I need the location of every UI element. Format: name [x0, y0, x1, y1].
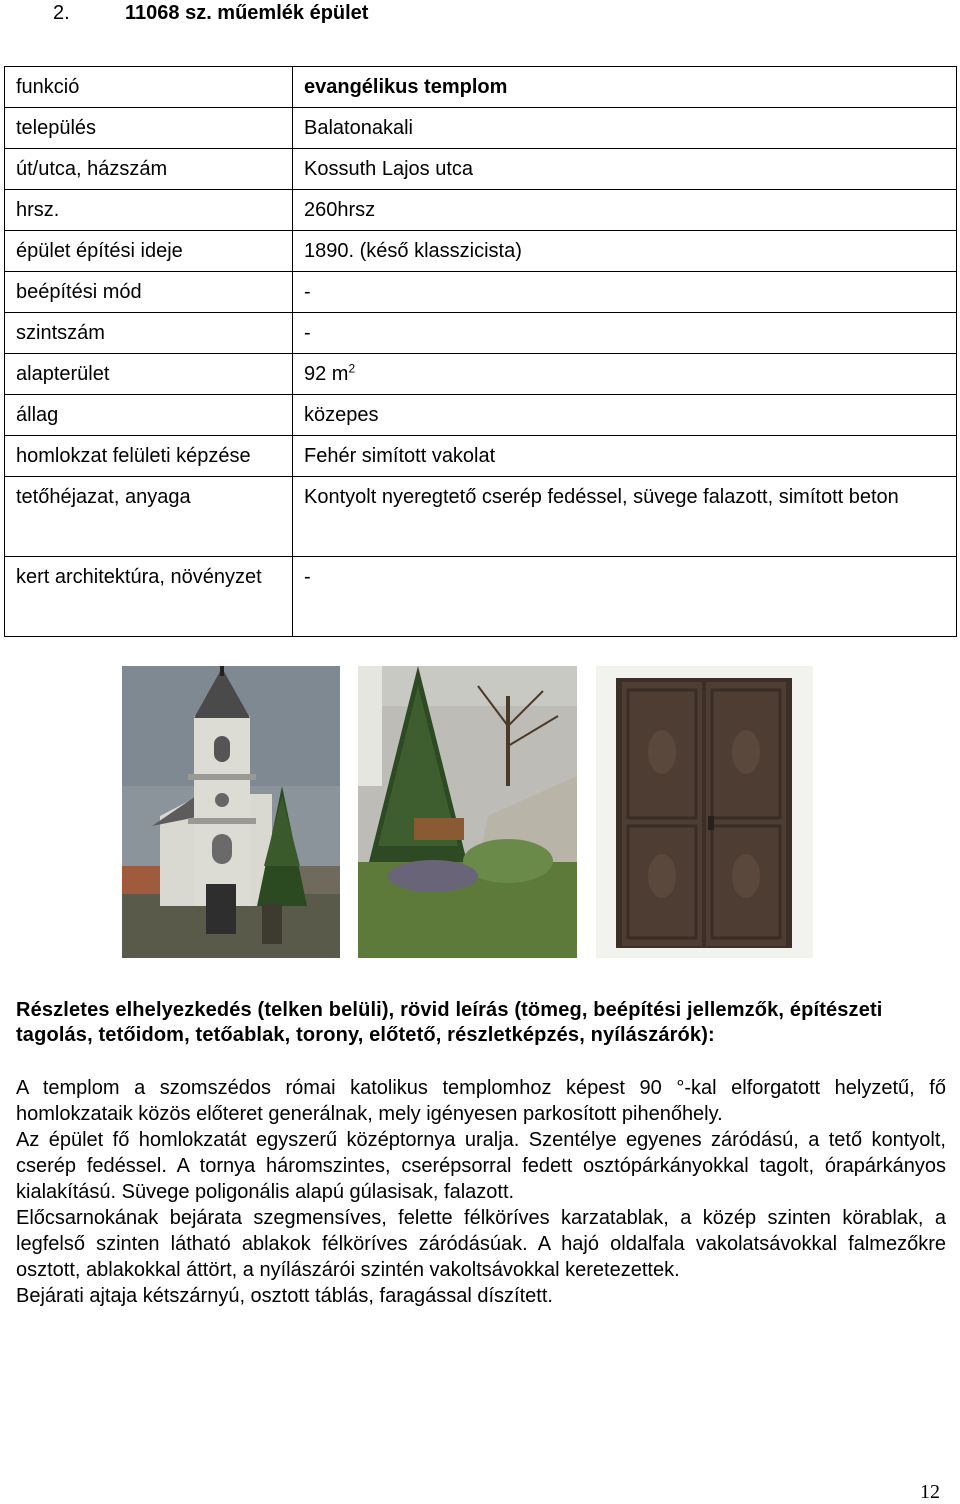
section-heading	[0, 0, 960, 28]
table-row	[5, 67, 957, 108]
table-row	[5, 477, 957, 557]
description-paragraph: Előcsarnokának bejárata szegmensíves, felette félköríves karzatablak, a közép szinten körablak, a legfelső szinten látható ablakok félköríves záródásúak. A hajó oldalfala vakolatsávokkal falmezőkre osztott, ablakokkal áttört, a nyílászárói szintén vakoltsávokkal keretezettek.	[16, 1207, 946, 1281]
row-label: település	[5, 108, 293, 149]
row-label: állag	[5, 395, 293, 436]
description-body	[16, 1075, 946, 1309]
section-number: 2.	[53, 2, 70, 24]
row-value: közepes	[293, 395, 957, 436]
section-title: 11068 sz. műemlék épület	[125, 2, 369, 24]
garden-photo	[358, 666, 577, 958]
table-row	[5, 557, 957, 637]
photo-strip	[0, 666, 960, 958]
table-row	[5, 354, 957, 395]
row-value: Kossuth Lajos utca	[293, 149, 957, 190]
door-photo	[596, 666, 813, 958]
row-label: hrsz.	[5, 190, 293, 231]
row-value: 1890. (késő klasszicista)	[293, 231, 957, 272]
table-row	[5, 395, 957, 436]
row-label: épület építési ideje	[5, 231, 293, 272]
table-row	[5, 436, 957, 477]
description-paragraph: Bejárati ajtaja kétszárnyú, osztott táblás, faragással díszített.	[16, 1285, 553, 1307]
table-row	[5, 313, 957, 354]
page-number: 12	[920, 1481, 940, 1503]
table-row	[5, 149, 957, 190]
description-paragraph: Az épület fő homlokzatát egyszerű középtornya uralja. Szentélye egyenes záródású, a tető kontyolt, cserép fedéssel. A tornya háromszintes, cserépsorral fedett osztópárkányokkal tagolt, órapárkányos kialakítású. Süvege poligonális alapú gúlasisak, falazott.	[16, 1129, 946, 1203]
table-row	[5, 190, 957, 231]
church-photo	[122, 666, 340, 958]
description-paragraph: A templom a szomszédos római katolikus templomhoz képest 90 °-kal elforgatott helyzetű, fő homlokzataik közös előteret generálnak, mely igényesen parkosított pihenőhely.	[16, 1077, 946, 1125]
table-row	[5, 272, 957, 313]
row-value: Kontyolt nyeregtető cserép fedéssel, süvege falazott, simított beton	[293, 477, 957, 557]
row-label: homlokzat felületi képzése	[5, 436, 293, 477]
row-value: evangélikus templom	[293, 67, 957, 108]
row-label: út/utca, házszám	[5, 149, 293, 190]
area-value: 92 m	[304, 363, 349, 385]
table-row	[5, 108, 957, 149]
row-label: beépítési mód	[5, 272, 293, 313]
table-row	[5, 231, 957, 272]
row-label: szintszám	[5, 313, 293, 354]
row-label: tetőhéjazat, anyaga	[5, 477, 293, 557]
row-value: -	[293, 557, 957, 637]
area-unit-exponent: 2	[348, 361, 356, 376]
row-value: 260hrsz	[293, 190, 957, 231]
row-value: -	[293, 272, 957, 313]
monument-data-table	[4, 66, 957, 637]
row-value: -	[293, 313, 957, 354]
row-value	[293, 354, 957, 395]
description-heading: Részletes elhelyezkedés (telken belüli), rövid leírás (tömeg, beépítési jellemzők, építészeti tagolás, tetőidom, tetőablak, torony, előtető, részletképzés, nyílászárók):	[16, 999, 883, 1046]
row-value: Fehér simított vakolat	[293, 436, 957, 477]
row-value: Balatonakali	[293, 108, 957, 149]
row-label: alapterület	[5, 354, 293, 395]
row-label: funkció	[5, 67, 293, 108]
row-label: kert architektúra, növényzet	[5, 557, 293, 637]
